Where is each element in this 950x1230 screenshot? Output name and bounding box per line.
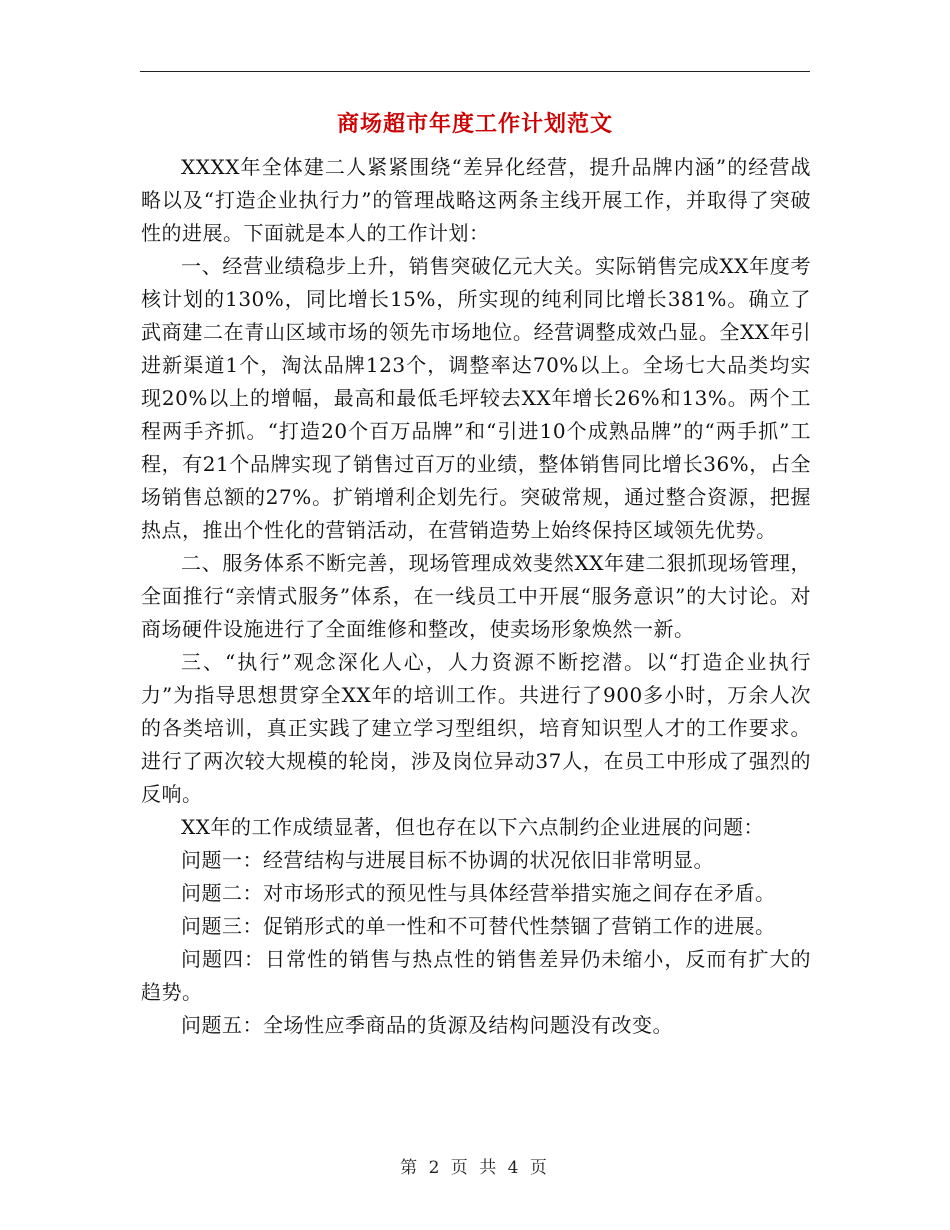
paragraph-section-2: 二、服务体系不断完善，现场管理成效斐然XX年建二狠抓现场管理，全面推行“亲情式服务”体系，在一线员工中开展“服务意识”的大讨论。对商场硬件设施进行了全面维修和整改，使卖场形象焕然一新。 (141, 551, 811, 641)
paragraph-problem-5: 问题五：全场性应季商品的货源及结构问题没有改变。 (181, 1013, 673, 1037)
paragraph-intro: XXXX年全体建二人紧紧围绕“差异化经营，提升品牌内涵”的经营战略以及“打造企业执行力”的管理战略这两条主线开展工作，并取得了突破性的进展。下面就是本人的工作计划： (141, 155, 811, 245)
paragraph-problem-3: 问题三：促销形式的单一性和不可替代性禁锢了营销工作的进展。 (181, 914, 776, 938)
document-title: 商场超市年度工作计划范文 (336, 112, 613, 137)
document-body (141, 151, 811, 1042)
paragraph-problem-4: 问题四：日常性的销售与热点性的销售差异仍未缩小，反而有扩大的趋势。 (141, 947, 811, 1004)
header-rule (140, 71, 810, 72)
paragraph-section-1: 一、经营业绩稳步上升，销售突破亿元大关。实际销售完成XX年度考核计划的130%，同比增长15%，所实现的纯利同比增长381%。确立了武商建二在青山区域市场的领先市场地位。经营调整成效凸显。全XX年引进新渠道1个，淘汰品牌123个，调整率达70%以上。全场七大品类均实现20%以上的增幅，最高和最低毛坪较去XX年增长26%和13%。两个工程两手齐抓。“打造20个百万品牌”和“引进10个成熟品牌”的“两手抓”工程，有21个品牌实现了销售过百万的业绩，整体销售同比增长36%，占全场销售总额的27%。扩销增利企划先行。突破常规，通过整合资源，把握热点，推出个性化的营销活动，在营销造势上始终保持区域领先优势。 (141, 254, 811, 542)
paragraph-problem-1: 问题一：经营结构与进展目标不协调的状况依旧非常明显。 (181, 848, 714, 872)
paragraph-problems-intro: XX年的工作成绩显著，但也存在以下六点制约企业进展的问题： (181, 815, 764, 839)
paragraph-section-3: 三、“执行”观念深化人心，人力资源不断挖潜。以“打造企业执行力”为指导思想贯穿全XX年的培训工作。共进行了900多小时，万余人次的各类培训，真正实践了建立学习型组织，培育知识型人才的工作要求。进行了两次较大规模的轮岗，涉及岗位异动37人，在员工中形成了强烈的反响。 (141, 650, 811, 806)
paragraph-problem-2: 问题二：对市场形式的预见性与具体经营举措实施之间存在矛盾。 (181, 881, 776, 905)
page-number: 第 2 页 共 4 页 (400, 1158, 550, 1178)
